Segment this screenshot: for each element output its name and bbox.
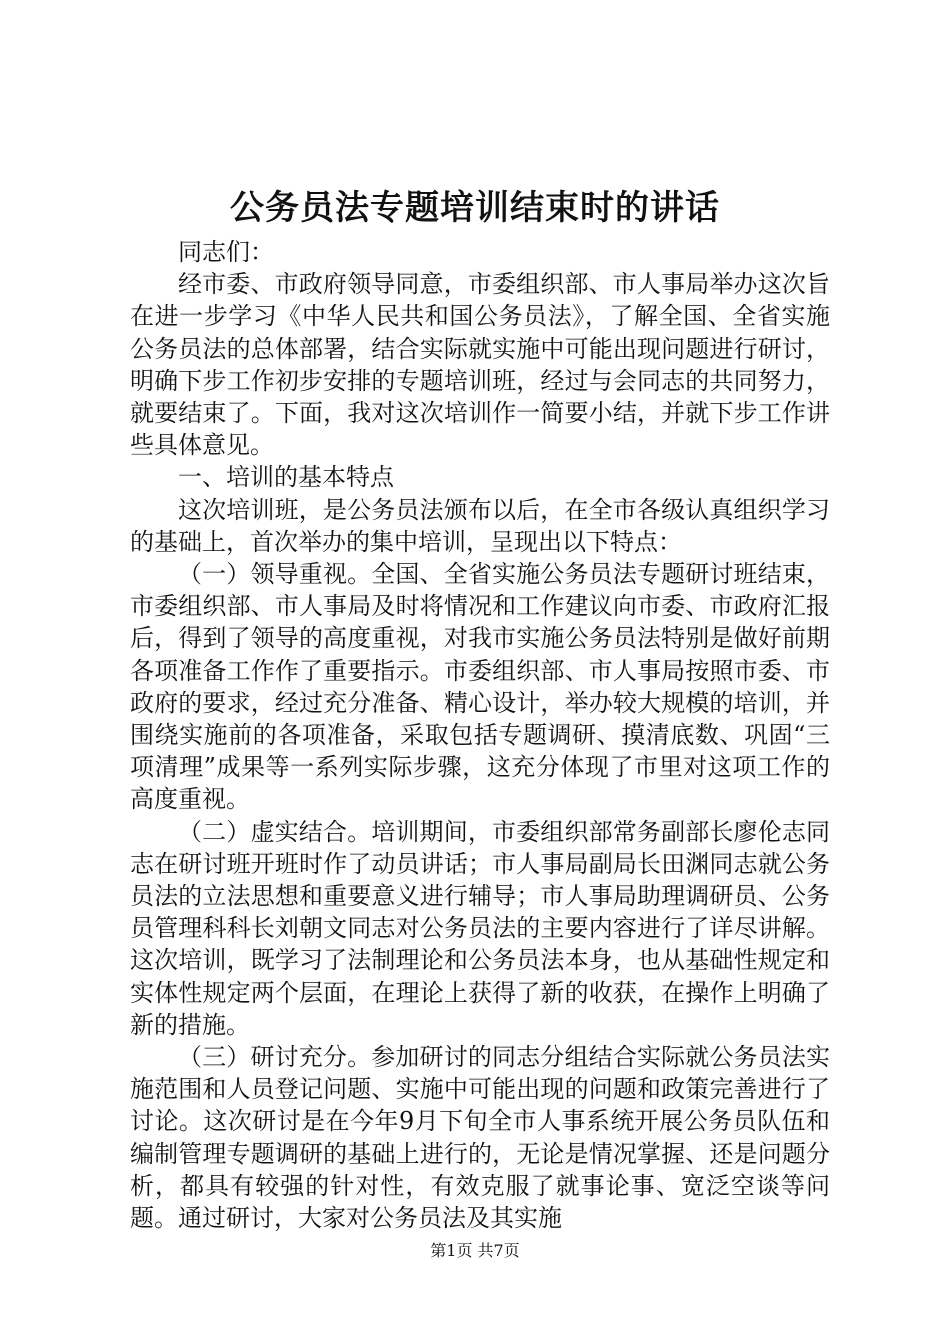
section-intro-paragraph: 这次培训班，是公务员法颁布以后，在全市各级认真组织学习的基础上，首次举办的集中培训，呈现出以下特点： [130,495,830,556]
section-heading: 一、培训的基本特点 [178,463,394,492]
document-body [130,236,830,1234]
intro-paragraph: 经市委、市政府领导同意，市委组织部、市人事局举办这次旨在进一步学习《中华人民共和国公务员法》，了解全国、全省实施公务员法的总体部署，结合实际就实施中可能出现问题进行研讨，明确下步工作初步安排的专题培训班，经过与会同志的共同努力，就要结束了。下面，我对这次培训作一简要小结，并就下步工作讲些具体意见。 [130,270,830,460]
page-number-footer: 第1页 共7页 [430,1241,520,1260]
point-three-paragraph: （三）研讨充分。参加研讨的同志分组结合实际就公务员法实施范围和人员登记问题、实施中可能出现的问题和政策完善进行了讨论。这次研讨是在今年9月下旬全市人事系统开展公务员队伍和编制管理专题调研的基础上进行的，无论是情况掌握、还是问题分析，都具有较强的针对性，有效克服了就事论事、宽泛空谈等问题。通过研讨，大家对公务员法及其实施 [130,1043,830,1233]
point-one-paragraph: （一）领导重视。全国、全省实施公务员法专题研讨班结束，市委组织部、市人事局及时将情况和工作建议向市委、市政府汇报后，得到了领导的高度重视，对我市实施公务员法特别是做好前期各项准备工作作了重要指示。市委组织部、市人事局按照市委、市政府的要求，经过充分准备、精心设计，举办较大规模的培训，并围绕实施前的各项准备，采取包括专题调研、摸清底数、巩固“三项清理”成果等一系列实际步骤，这充分体现了市里对这项工作的高度重视。 [130,560,830,814]
salutation: 同志们： [178,238,274,266]
point-two-paragraph: （二）虚实结合。培训期间，市委组织部常务副部长廖伦志同志在研讨班开班时作了动员讲话；市人事局副局长田渊同志就公务员法的立法思想和重要意义进行辅导；市人事局助理调研员、公务员管理科科长刘朝文同志对公务员法的主要内容进行了详尽讲解。这次培训，既学习了法制理论和公务员法本身，也从基础性规定和实体性规定两个层面，在理论上获得了新的收获，在操作上明确了新的措施。 [130,817,830,1039]
document-title: 公务员法专题培训结束时的讲话 [230,188,720,228]
